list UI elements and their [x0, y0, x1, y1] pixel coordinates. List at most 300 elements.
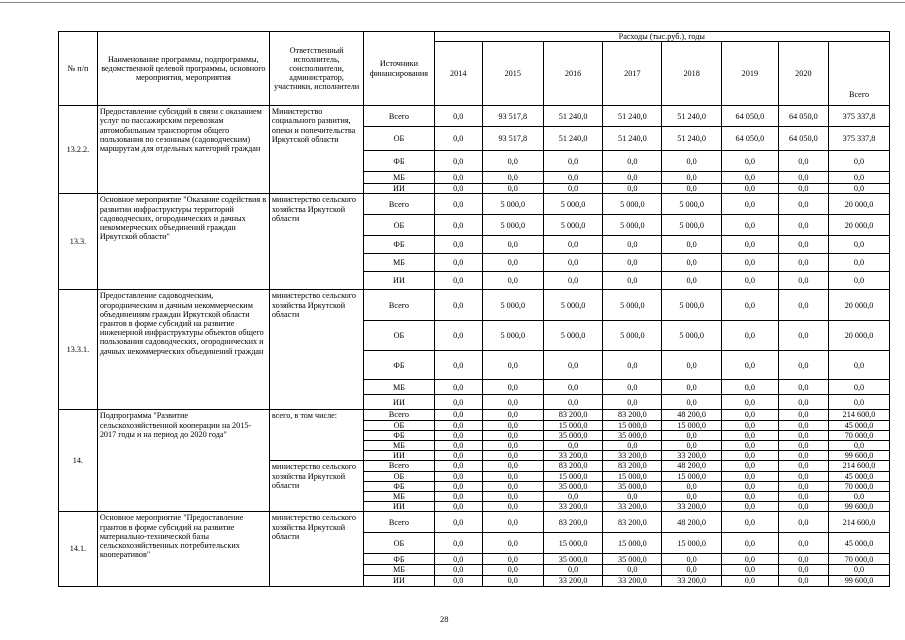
year-value: 0,0 [543, 380, 603, 395]
year-value: 0,0 [722, 441, 779, 451]
header-year: 2014 [434, 42, 482, 106]
year-value: 0,0 [778, 471, 828, 481]
year-value: 0,0 [482, 172, 543, 184]
year-value: 0,0 [482, 351, 543, 380]
row-name: Предоставление садоводческим, огородническим и дачным некоммерческим объединениям граждан Иркутской области грантов в форме субсидий на развитие инженерной инфраструктуры объектов общего пользования садоводческих, огороднических и дачных некоммерческих объединений граждан [97, 290, 269, 410]
year-value: 0,0 [482, 151, 543, 172]
year-value: 0,0 [778, 184, 828, 194]
funding-source: МБ [364, 492, 434, 502]
year-value: 5 000,0 [662, 290, 722, 321]
year-value: 0,0 [482, 481, 543, 491]
year-value: 0,0 [778, 254, 828, 272]
year-value: 0,0 [662, 172, 722, 184]
year-value: 0,0 [434, 151, 482, 172]
year-value: 0,0 [662, 492, 722, 502]
header-expenses: Расходы (тыс.руб.), годы [434, 32, 889, 42]
year-value: 5 000,0 [482, 215, 543, 236]
year-value: 0,0 [482, 554, 543, 565]
year-value: 0,0 [603, 151, 662, 172]
year-value: 0,0 [662, 441, 722, 451]
year-value: 0,0 [543, 351, 603, 380]
year-value: 0,0 [543, 441, 603, 451]
year-value: 64 050,0 [778, 106, 828, 127]
year-value: 0,0 [434, 395, 482, 410]
year-value: 0,0 [482, 236, 543, 254]
total-value: 375 337,8 [829, 106, 890, 127]
scan-edge-line [0, 2, 905, 3]
funding-source: ОБ [364, 127, 434, 151]
total-value: 45 000,0 [829, 420, 890, 430]
total-value: 0,0 [829, 492, 890, 502]
year-value: 0,0 [434, 380, 482, 395]
year-value: 33 200,0 [662, 575, 722, 586]
year-value: 51 240,0 [603, 106, 662, 127]
year-value: 15 000,0 [543, 471, 603, 481]
year-value: 83 200,0 [543, 512, 603, 533]
year-value: 0,0 [722, 194, 779, 215]
year-value: 15 000,0 [543, 533, 603, 554]
year-value: 0,0 [434, 172, 482, 184]
year-value: 0,0 [722, 351, 779, 380]
funding-source: ИИ [364, 395, 434, 410]
year-value: 0,0 [543, 272, 603, 290]
funding-source: ФБ [364, 554, 434, 565]
row-name: Основное мероприятие "Оказание содействия в развитии инфраструктуры территорий садоводческих, огороднических и дачных некоммерческих объединений граждан Иркутской области" [97, 194, 269, 290]
funding-source: ИИ [364, 451, 434, 461]
year-value: 0,0 [603, 441, 662, 451]
year-value: 0,0 [482, 533, 543, 554]
header-executor: Ответственный исполнитель, соисполнители, администратор, участники, исполнители [269, 32, 363, 106]
year-value: 0,0 [778, 172, 828, 184]
year-value: 0,0 [434, 254, 482, 272]
total-value: 45 000,0 [829, 533, 890, 554]
year-value: 0,0 [482, 575, 543, 586]
year-value: 48 200,0 [662, 410, 722, 420]
year-value: 0,0 [662, 184, 722, 194]
year-value: 0,0 [482, 410, 543, 420]
table-row [59, 106, 890, 127]
row-executor: министерство сельского хозяйства Иркутской области [269, 461, 363, 512]
funding-source: ФБ [364, 351, 434, 380]
year-value: 0,0 [778, 272, 828, 290]
row-name: Подпрограмма "Развитие сельскохозяйственной кооперации на 2015-2017 годы и на период до 2020 года" [97, 410, 269, 512]
year-value: 0,0 [722, 492, 779, 502]
total-value: 99 600,0 [829, 575, 890, 586]
year-value: 0,0 [482, 492, 543, 502]
year-value: 0,0 [434, 321, 482, 351]
year-value: 0,0 [722, 512, 779, 533]
year-value: 51 240,0 [543, 127, 603, 151]
year-value: 0,0 [722, 502, 779, 512]
expenses-table [58, 31, 890, 587]
row-number: 13.2.2. [59, 106, 98, 194]
year-value: 0,0 [434, 502, 482, 512]
funding-source: МБ [364, 172, 434, 184]
header-total: Всего [829, 42, 890, 106]
year-value: 83 200,0 [603, 461, 662, 471]
table-row [59, 290, 890, 321]
funding-source: Всего [364, 410, 434, 420]
year-value: 0,0 [434, 533, 482, 554]
year-value: 48 200,0 [662, 461, 722, 471]
year-value: 0,0 [434, 351, 482, 380]
year-value: 0,0 [543, 236, 603, 254]
year-value: 83 200,0 [543, 410, 603, 420]
year-value: 0,0 [778, 351, 828, 380]
funding-source: МБ [364, 254, 434, 272]
row-executor: министерство сельского хозяйства Иркутской области [269, 290, 363, 410]
year-value: 0,0 [603, 351, 662, 380]
year-value: 0,0 [662, 565, 722, 575]
year-value: 0,0 [603, 236, 662, 254]
year-value: 33 200,0 [662, 502, 722, 512]
total-value: 0,0 [829, 272, 890, 290]
header-row-top [59, 32, 890, 42]
year-value: 0,0 [434, 492, 482, 502]
year-value: 0,0 [434, 236, 482, 254]
year-value: 0,0 [434, 184, 482, 194]
year-value: 0,0 [662, 554, 722, 565]
year-value: 0,0 [482, 420, 543, 430]
total-value: 0,0 [829, 172, 890, 184]
year-value: 0,0 [778, 194, 828, 215]
year-value: 0,0 [778, 395, 828, 410]
year-value: 5 000,0 [543, 321, 603, 351]
year-value: 35 000,0 [603, 481, 662, 491]
funding-source: ОБ [364, 533, 434, 554]
year-value: 0,0 [662, 236, 722, 254]
row-number: 14. [59, 410, 98, 512]
year-value: 0,0 [603, 395, 662, 410]
year-value: 15 000,0 [603, 420, 662, 430]
total-value: 0,0 [829, 565, 890, 575]
year-value: 35 000,0 [543, 554, 603, 565]
year-value: 0,0 [722, 410, 779, 420]
year-value: 93 517,8 [482, 106, 543, 127]
row-name: Основное мероприятие "Предоставление грантов в форме субсидий на развитие материально-технической базы сельскохозяйственных потребительских кооперативов" [97, 512, 269, 586]
funding-source: ОБ [364, 471, 434, 481]
year-value: 0,0 [482, 430, 543, 440]
year-value: 0,0 [722, 575, 779, 586]
funding-source: ИИ [364, 575, 434, 586]
year-value: 33 200,0 [543, 451, 603, 461]
total-value: 99 600,0 [829, 451, 890, 461]
funding-source: ИИ [364, 272, 434, 290]
header-name: Наименование программы, подпрограммы, ведомственной целевой программы, основного мероприятия, мероприятия [97, 32, 269, 106]
year-value: 83 200,0 [543, 461, 603, 471]
year-value: 0,0 [434, 106, 482, 127]
year-value: 5 000,0 [482, 290, 543, 321]
year-value: 0,0 [722, 151, 779, 172]
year-value: 0,0 [543, 395, 603, 410]
year-value: 33 200,0 [603, 502, 662, 512]
total-value: 20 000,0 [829, 290, 890, 321]
year-value: 0,0 [434, 410, 482, 420]
year-value: 15 000,0 [662, 533, 722, 554]
funding-source: ФБ [364, 151, 434, 172]
year-value: 35 000,0 [543, 481, 603, 491]
year-value: 5 000,0 [662, 194, 722, 215]
year-value: 0,0 [778, 236, 828, 254]
funding-source: ФБ [364, 236, 434, 254]
year-value: 0,0 [434, 512, 482, 533]
total-value: 0,0 [829, 395, 890, 410]
year-value: 51 240,0 [543, 106, 603, 127]
year-value: 5 000,0 [482, 321, 543, 351]
total-value: 45 000,0 [829, 471, 890, 481]
funding-source: ОБ [364, 420, 434, 430]
year-value: 0,0 [778, 461, 828, 471]
year-value: 0,0 [778, 410, 828, 420]
year-value: 15 000,0 [662, 420, 722, 430]
year-value: 0,0 [434, 481, 482, 491]
year-value: 0,0 [722, 290, 779, 321]
year-value: 33 200,0 [603, 575, 662, 586]
year-value: 0,0 [482, 471, 543, 481]
total-value: 375 337,8 [829, 127, 890, 151]
year-value: 0,0 [778, 451, 828, 461]
header-year: 2016 [543, 42, 603, 106]
year-value: 15 000,0 [603, 533, 662, 554]
funding-source: ФБ [364, 430, 434, 440]
total-value: 70 000,0 [829, 481, 890, 491]
funding-source: МБ [364, 380, 434, 395]
total-value: 0,0 [829, 184, 890, 194]
header-year: 2018 [662, 42, 722, 106]
header-year: 2017 [603, 42, 662, 106]
year-value: 5 000,0 [603, 290, 662, 321]
total-value: 0,0 [829, 351, 890, 380]
year-value: 0,0 [722, 172, 779, 184]
year-value: 64 050,0 [722, 127, 779, 151]
year-value: 0,0 [722, 430, 779, 440]
funding-source: ФБ [364, 481, 434, 491]
year-value: 0,0 [482, 502, 543, 512]
year-value: 0,0 [434, 430, 482, 440]
year-value: 0,0 [722, 184, 779, 194]
page-number: 28 [440, 614, 449, 624]
year-value: 35 000,0 [603, 430, 662, 440]
budget-table-sheet [58, 31, 890, 587]
year-value: 0,0 [543, 565, 603, 575]
year-value: 83 200,0 [603, 410, 662, 420]
year-value: 0,0 [434, 420, 482, 430]
year-value: 5 000,0 [662, 321, 722, 351]
year-value: 0,0 [722, 451, 779, 461]
year-value: 51 240,0 [603, 127, 662, 151]
year-value: 5 000,0 [543, 215, 603, 236]
year-value: 0,0 [434, 215, 482, 236]
row-number: 13.3. [59, 194, 98, 290]
year-value: 5 000,0 [662, 215, 722, 236]
year-value: 0,0 [603, 380, 662, 395]
year-value: 0,0 [482, 461, 543, 471]
year-value: 0,0 [778, 533, 828, 554]
total-value: 20 000,0 [829, 194, 890, 215]
funding-source: МБ [364, 565, 434, 575]
year-value: 0,0 [434, 290, 482, 321]
year-value: 0,0 [434, 451, 482, 461]
year-value: 0,0 [722, 554, 779, 565]
year-value: 0,0 [722, 215, 779, 236]
year-value: 0,0 [434, 441, 482, 451]
year-value: 0,0 [778, 575, 828, 586]
total-value: 0,0 [829, 380, 890, 395]
year-value: 5 000,0 [603, 321, 662, 351]
year-value: 0,0 [662, 254, 722, 272]
year-value: 0,0 [603, 184, 662, 194]
year-value: 0,0 [722, 321, 779, 351]
year-value: 5 000,0 [543, 290, 603, 321]
year-value: 35 000,0 [543, 430, 603, 440]
year-value: 5 000,0 [482, 194, 543, 215]
year-value: 0,0 [778, 481, 828, 491]
year-value: 0,0 [603, 492, 662, 502]
year-value: 0,0 [434, 461, 482, 471]
year-value: 0,0 [722, 395, 779, 410]
year-value: 48 200,0 [662, 512, 722, 533]
year-value: 83 200,0 [603, 512, 662, 533]
funding-source: ИИ [364, 502, 434, 512]
year-value: 0,0 [603, 565, 662, 575]
year-value: 0,0 [603, 272, 662, 290]
total-value: 0,0 [829, 254, 890, 272]
year-value: 0,0 [722, 533, 779, 554]
year-value: 51 240,0 [662, 127, 722, 151]
year-value: 0,0 [603, 254, 662, 272]
year-value: 0,0 [434, 565, 482, 575]
total-value: 214 600,0 [829, 512, 890, 533]
year-value: 0,0 [543, 151, 603, 172]
year-value: 0,0 [722, 272, 779, 290]
year-value: 5 000,0 [543, 194, 603, 215]
year-value: 0,0 [778, 502, 828, 512]
table-row [59, 410, 890, 420]
row-name: Предоставление субсидий в связи с оказанием услуг по пассажирским перевозкам автомобильным транспортом общего пользования по сезонным (садоводческим) маршрутам для отдельных категорий граждан [97, 106, 269, 194]
year-value: 0,0 [482, 441, 543, 451]
funding-source: ИИ [364, 184, 434, 194]
year-value: 0,0 [722, 481, 779, 491]
year-value: 0,0 [434, 471, 482, 481]
year-value: 0,0 [722, 236, 779, 254]
year-value: 0,0 [778, 380, 828, 395]
year-value: 0,0 [722, 380, 779, 395]
header-num: № п/п [59, 32, 98, 106]
total-value: 70 000,0 [829, 430, 890, 440]
year-value: 64 050,0 [778, 127, 828, 151]
year-value: 0,0 [434, 272, 482, 290]
row-executor: министерство сельского хозяйства Иркутской области [269, 194, 363, 290]
year-value: 15 000,0 [543, 420, 603, 430]
year-value: 0,0 [662, 481, 722, 491]
funding-source: Всего [364, 512, 434, 533]
year-value: 0,0 [778, 430, 828, 440]
year-value: 15 000,0 [662, 471, 722, 481]
year-value: 0,0 [722, 254, 779, 272]
year-value: 0,0 [662, 272, 722, 290]
total-value: 20 000,0 [829, 215, 890, 236]
year-value: 0,0 [603, 172, 662, 184]
total-value: 0,0 [829, 151, 890, 172]
table-row [59, 194, 890, 215]
total-value: 0,0 [829, 236, 890, 254]
header-year: 2015 [482, 42, 543, 106]
row-executor: министерство сельского хозяйства Иркутской области [269, 512, 363, 586]
year-value: 64 050,0 [722, 106, 779, 127]
year-value: 0,0 [662, 395, 722, 410]
year-value: 33 200,0 [543, 502, 603, 512]
year-value: 0,0 [434, 575, 482, 586]
year-value: 0,0 [434, 194, 482, 215]
row-executor: Министерство социального развития, опеки и попечительства Иркутской области [269, 106, 363, 194]
year-value: 5 000,0 [603, 194, 662, 215]
header-year: 2020 [778, 42, 828, 106]
year-value: 0,0 [722, 565, 779, 575]
funding-source: Всего [364, 194, 434, 215]
total-value: 214 600,0 [829, 410, 890, 420]
year-value: 0,0 [778, 512, 828, 533]
row-number: 13.3.1. [59, 290, 98, 410]
funding-source: Всего [364, 290, 434, 321]
year-value: 0,0 [722, 461, 779, 471]
year-value: 0,0 [482, 512, 543, 533]
year-value: 0,0 [778, 492, 828, 502]
year-value: 5 000,0 [603, 215, 662, 236]
total-value: 70 000,0 [829, 554, 890, 565]
year-value: 33 200,0 [603, 451, 662, 461]
year-value: 33 200,0 [543, 575, 603, 586]
year-value: 0,0 [482, 380, 543, 395]
year-value: 0,0 [482, 254, 543, 272]
year-value: 0,0 [778, 290, 828, 321]
year-value: 0,0 [482, 272, 543, 290]
year-value: 15 000,0 [603, 471, 662, 481]
year-value: 0,0 [543, 254, 603, 272]
header-sources: Источники финансирования [364, 32, 434, 106]
year-value: 0,0 [482, 451, 543, 461]
year-value: 0,0 [543, 184, 603, 194]
year-value: 51 240,0 [662, 106, 722, 127]
total-value: 99 600,0 [829, 502, 890, 512]
year-value: 0,0 [434, 127, 482, 151]
year-value: 35 000,0 [603, 554, 662, 565]
funding-source: МБ [364, 441, 434, 451]
row-executor: всего, в том числе: [269, 410, 363, 461]
year-value: 0,0 [543, 172, 603, 184]
total-value: 20 000,0 [829, 321, 890, 351]
total-value: 214 600,0 [829, 461, 890, 471]
funding-source: ОБ [364, 321, 434, 351]
year-value: 33 200,0 [662, 451, 722, 461]
year-value: 0,0 [778, 554, 828, 565]
year-value: 0,0 [482, 395, 543, 410]
year-value: 0,0 [662, 151, 722, 172]
year-value: 0,0 [482, 565, 543, 575]
total-value: 0,0 [829, 441, 890, 451]
year-value: 0,0 [722, 420, 779, 430]
header-year: 2019 [722, 42, 779, 106]
year-value: 0,0 [778, 565, 828, 575]
funding-source: Всего [364, 106, 434, 127]
year-value: 0,0 [543, 492, 603, 502]
year-value: 0,0 [434, 554, 482, 565]
year-value: 0,0 [482, 184, 543, 194]
year-value: 0,0 [662, 430, 722, 440]
year-value: 0,0 [722, 471, 779, 481]
year-value: 0,0 [778, 420, 828, 430]
year-value: 93 517,8 [482, 127, 543, 151]
funding-source: Всего [364, 461, 434, 471]
